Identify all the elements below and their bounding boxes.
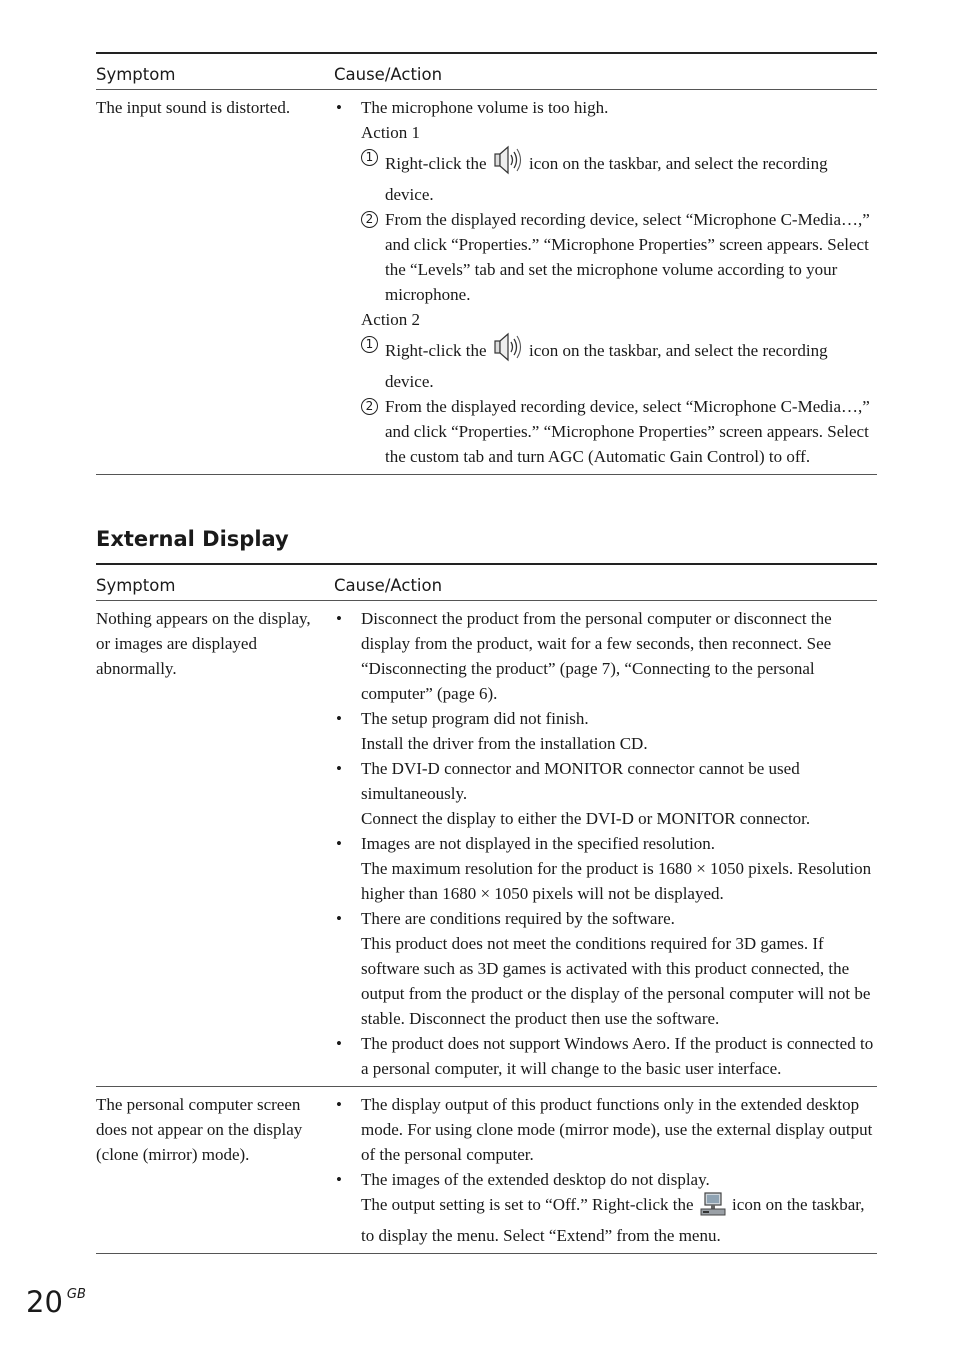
- bullet-text: Images are not displayed in the specified resolution.: [361, 834, 716, 853]
- list-item: [334, 1092, 877, 1167]
- page-number-suffix: GB: [66, 1287, 86, 1302]
- action-1-step-2: [334, 207, 877, 307]
- list-item: [334, 95, 877, 120]
- bullet-icon: •: [336, 909, 342, 928]
- bullet-detail: The maximum resolution for the product is 1680 × 1050 pixels. Resolution higher than 1680 × 1050 pixels will not be displayed.: [361, 859, 872, 903]
- detail-text-pre: The output setting is set to “Off.” Right-click the: [361, 1195, 694, 1214]
- step-text-post: icon on the taskbar, and select the recording device.: [385, 341, 828, 391]
- cause-action-cell: [334, 1087, 877, 1253]
- step-1-number-icon: 1: [361, 336, 378, 353]
- header-cause-action: Cause/Action: [334, 576, 443, 595]
- bullet-text: The DVI-D connector and MONITOR connector cannot be used simultaneously.: [361, 759, 800, 803]
- bullet-text: Disconnect the product from the personal computer or disconnect the display from the product, wait for a few seconds, then reconnect. See “Disconnecting the product” (page 7), “Connecting to the personal computer” (page 6).: [361, 609, 832, 703]
- symptom-text: Nothing appears on the display, or images are displayed abnormally.: [96, 609, 311, 678]
- step-1-number-icon: 1: [361, 149, 378, 166]
- bullet-detail: Connect the display to either the DVI-D or MONITOR connector.: [361, 809, 811, 828]
- action-1-step-1: [334, 145, 877, 207]
- detail-text-post: icon on the taskbar, to display the menu. Select “Extend” from the menu.: [361, 1195, 865, 1245]
- header-symptom: Symptom: [96, 65, 176, 84]
- table-header: [96, 565, 877, 601]
- bullet-text: There are conditions required by the software.: [361, 909, 675, 928]
- page-number-value: 20: [26, 1285, 63, 1319]
- bullet-icon: •: [336, 1034, 342, 1053]
- action-2-step-1: [334, 332, 877, 394]
- table-row: [96, 90, 877, 475]
- bullet-text: The images of the extended desktop do not display.: [361, 1170, 710, 1189]
- bullet-icon: •: [336, 709, 342, 728]
- step-text: From the displayed recording device, select “Microphone C-Media…,” and click “Properties.” “Microphone Properties” screen appears. Select the custom tab and turn AGC (Automatic Gain Control) to off.: [385, 397, 870, 466]
- list-item: [334, 906, 877, 931]
- bullet-text: The microphone volume is too high.: [361, 98, 609, 117]
- cause-action-cell: [334, 601, 877, 1086]
- bullet-detail: Install the driver from the installation CD.: [361, 734, 648, 753]
- page-number: [26, 1285, 86, 1319]
- header-symptom: Symptom: [96, 576, 176, 595]
- step-2-number-icon: 2: [361, 398, 378, 415]
- symptom-text: The personal computer screen does not appear on the display (clone (mirror) mode).: [96, 1095, 303, 1164]
- troubleshooting-table-1: [96, 52, 877, 475]
- bullet-text: The setup program did not finish.: [361, 709, 589, 728]
- table-header: [96, 54, 877, 90]
- action-2-label: Action 2: [361, 310, 421, 329]
- speaker-icon: [493, 332, 523, 369]
- bullet-text: The product does not support Windows Aero. If the product is connected to a personal computer, it will change to the basic user interface.: [361, 1034, 874, 1078]
- step-text-post: icon on the taskbar, and select the recording device.: [385, 154, 828, 204]
- table-row: [96, 1087, 877, 1254]
- step-2-number-icon: 2: [361, 211, 378, 228]
- list-item: [334, 831, 877, 856]
- speaker-icon: [493, 145, 523, 182]
- table-row: [96, 601, 877, 1087]
- bullet-detail: This product does not meet the conditions required for 3D games. If software such as 3D games is activated with this product connected, the output from the product or the display of the personal computer will not be stable. Disconnect the product then use the software.: [361, 934, 871, 1028]
- bullet-icon: •: [336, 1095, 342, 1114]
- list-item: [334, 756, 877, 806]
- bullet-detail: [334, 1192, 877, 1248]
- cause-action-cell: [334, 90, 877, 474]
- list-item: [334, 1031, 877, 1081]
- header-cause-action: Cause/Action: [334, 65, 443, 84]
- troubleshooting-table-2: [96, 563, 877, 1254]
- list-item: [334, 706, 877, 731]
- bullet-icon: •: [336, 98, 342, 117]
- step-text-pre: Right-click the: [385, 341, 487, 360]
- action-1-label: Action 1: [361, 123, 421, 142]
- section-title: External Display: [96, 527, 289, 551]
- bullet-icon: •: [336, 834, 342, 853]
- bullet-icon: •: [336, 1170, 342, 1189]
- step-text: From the displayed recording device, select “Microphone C-Media…,” and click “Properties.” “Microphone Properties” screen appears. Select the “Levels” tab and set the microphone volume according to your microphone.: [385, 210, 870, 304]
- bullet-icon: •: [336, 759, 342, 778]
- step-text-pre: Right-click the: [385, 154, 487, 173]
- list-item: [334, 606, 877, 706]
- symptom-text: The input sound is distorted.: [96, 98, 291, 117]
- list-item: [334, 1167, 877, 1192]
- display-adapter-icon: [700, 1192, 726, 1223]
- action-2-step-2: [334, 394, 877, 469]
- bullet-text: The display output of this product functions only in the extended desktop mode. For using clone mode (mirror mode), use the external display output of the personal computer.: [361, 1095, 873, 1164]
- bullet-icon: •: [336, 609, 342, 628]
